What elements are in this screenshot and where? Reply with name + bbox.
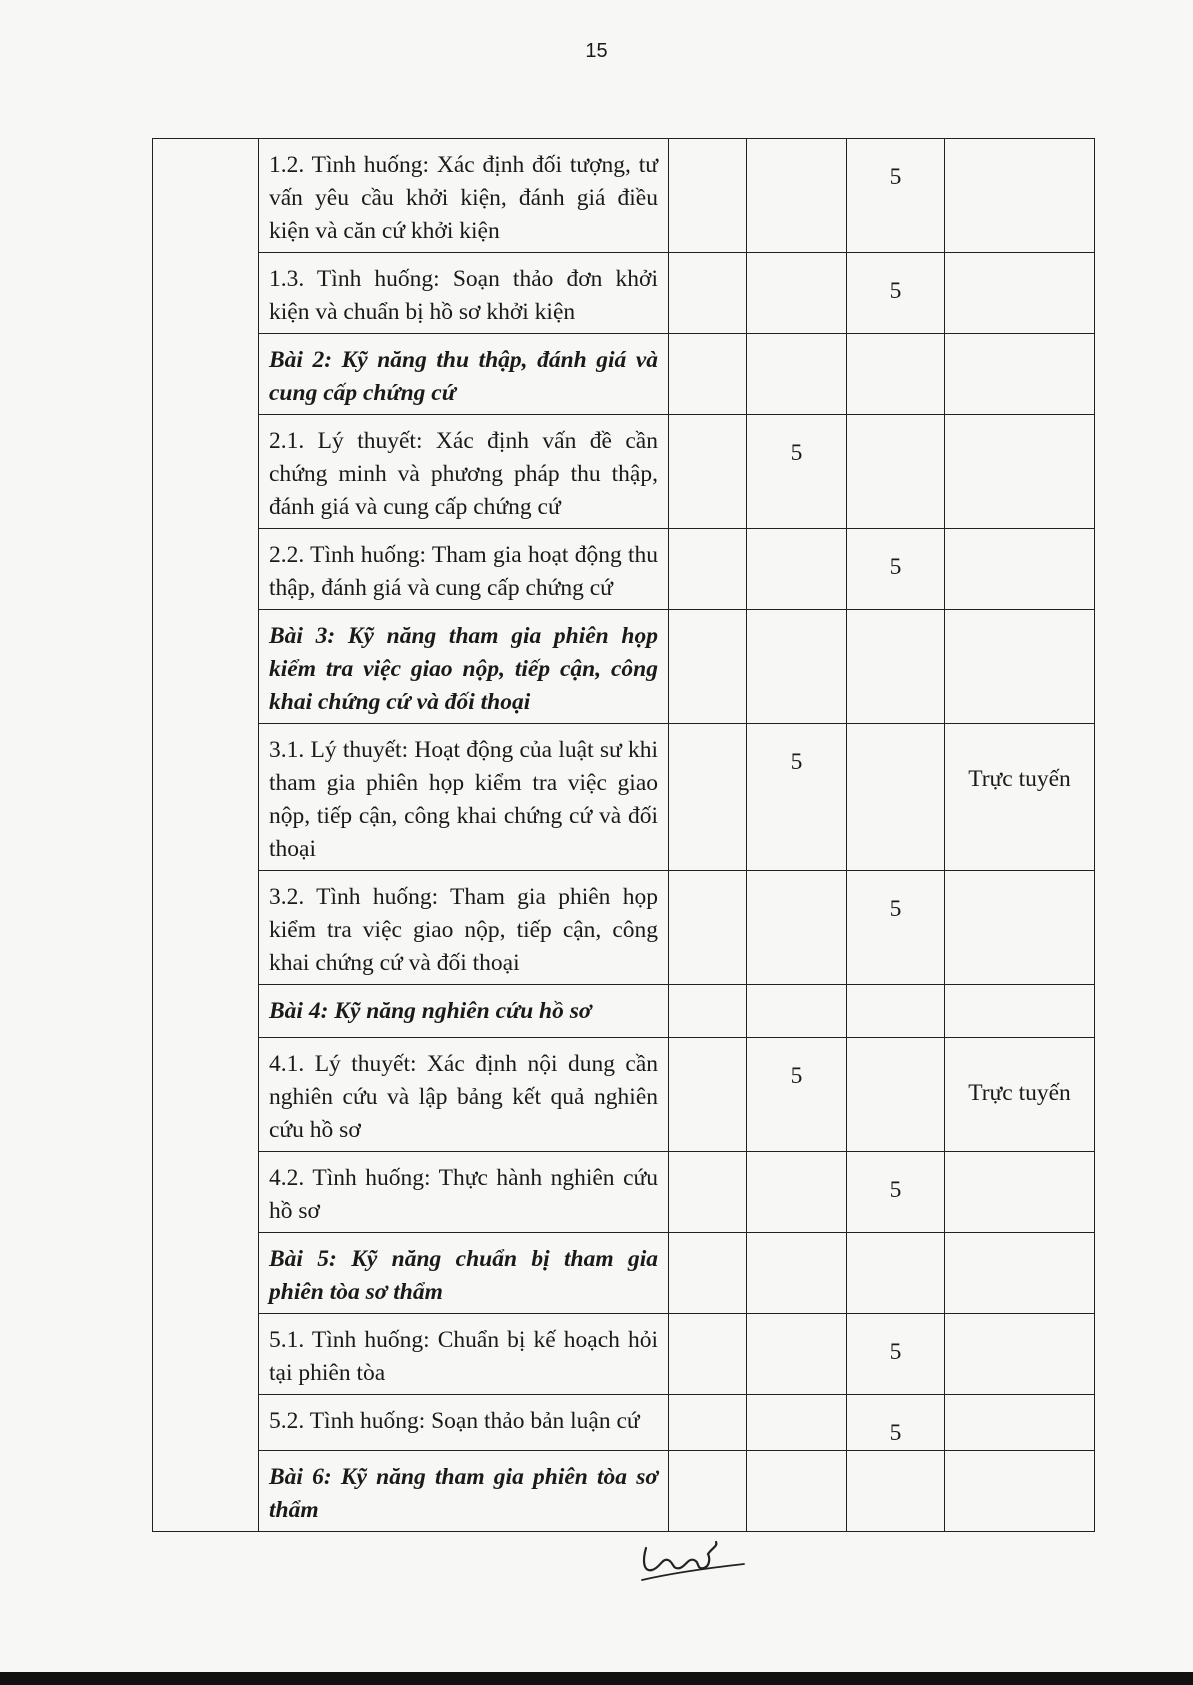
note-cell: Trực tuyến (945, 1038, 1095, 1152)
practice-hours-cell (847, 1038, 945, 1152)
page-number: 15 (585, 40, 608, 62)
note-cell (945, 610, 1095, 724)
practice-hours-cell (847, 610, 945, 724)
hours-cell (669, 1451, 747, 1532)
hours-cell (669, 334, 747, 415)
practice-hours-cell: 5 (847, 253, 945, 334)
lesson-heading-row (153, 1451, 1095, 1532)
hours-cell (669, 1395, 747, 1451)
note-cell (945, 1233, 1095, 1314)
table-row (153, 415, 1095, 529)
note-cell (945, 529, 1095, 610)
theory-hours-cell (747, 139, 847, 253)
practice-hours-cell: 5 (847, 139, 945, 253)
practice-hours-cell (847, 334, 945, 415)
section-cell (153, 139, 259, 1532)
content-cell: 1.2. Tình huống: Xác định đối tượng, tư vấn yêu cầu khởi kiện, đánh giá điều kiện và căn cứ khởi kiện (259, 139, 669, 253)
content-cell: 3.1. Lý thuyết: Hoạt động của luật sư khi tham gia phiên họp kiểm tra việc giao nộp, tiếp cận, công khai chứng cứ và đối thoại (259, 724, 669, 871)
hours-cell (669, 529, 747, 610)
content-cell: 1.3. Tình huống: Soạn thảo đơn khởi kiện và chuẩn bị hồ sơ khởi kiện (259, 253, 669, 334)
content-cell: Bài 3: Kỹ năng tham gia phiên họp kiểm tra việc giao nộp, tiếp cận, công khai chứng cứ và đối thoại (259, 610, 669, 724)
content-cell: Bài 4: Kỹ năng nghiên cứu hồ sơ (259, 985, 669, 1038)
practice-hours-cell: 5 (847, 1395, 945, 1451)
note-cell (945, 871, 1095, 985)
theory-hours-cell (747, 1233, 847, 1314)
theory-hours-cell: 5 (747, 1038, 847, 1152)
lesson-heading-row (153, 1233, 1095, 1314)
note-cell (945, 1451, 1095, 1532)
theory-hours-cell (747, 334, 847, 415)
table-row (153, 1152, 1095, 1233)
theory-hours-cell (747, 1451, 847, 1532)
lesson-heading-row (153, 334, 1095, 415)
table-row (153, 1395, 1095, 1451)
content-cell: 5.1. Tình huống: Chuẩn bị kế hoạch hỏi tại phiên tòa (259, 1314, 669, 1395)
practice-hours-cell: 5 (847, 871, 945, 985)
theory-hours-cell: 5 (747, 724, 847, 871)
content-cell: 2.2. Tình huống: Tham gia hoạt động thu thập, đánh giá và cung cấp chứng cứ (259, 529, 669, 610)
table-row (153, 139, 1095, 253)
content-cell: 3.2. Tình huống: Tham gia phiên họp kiểm tra việc giao nộp, tiếp cận, công khai chứng cứ và đối thoại (259, 871, 669, 985)
signature (638, 1528, 748, 1588)
note-cell (945, 1395, 1095, 1451)
practice-hours-cell (847, 415, 945, 529)
practice-hours-cell (847, 1233, 945, 1314)
practice-hours-cell (847, 1451, 945, 1532)
content-cell: 4.1. Lý thuyết: Xác định nội dung cần nghiên cứu và lập bảng kết quả nghiên cứu hồ sơ (259, 1038, 669, 1152)
note-cell: Trực tuyến (945, 724, 1095, 871)
lesson-heading-row (153, 985, 1095, 1038)
content-cell: 4.2. Tình huống: Thực hành nghiên cứu hồ sơ (259, 1152, 669, 1233)
note-cell (945, 1314, 1095, 1395)
content-cell: Bài 6: Kỹ năng tham gia phiên tòa sơ thẩm (259, 1451, 669, 1532)
theory-hours-cell (747, 610, 847, 724)
note-cell (945, 334, 1095, 415)
table-body (153, 139, 1095, 1532)
table-row (153, 1038, 1095, 1152)
note-cell (945, 253, 1095, 334)
note-cell (945, 985, 1095, 1038)
content-cell: 5.2. Tình huống: Soạn thảo bản luận cứ (259, 1395, 669, 1451)
table-row (153, 1314, 1095, 1395)
table-row (153, 529, 1095, 610)
note-cell (945, 139, 1095, 253)
hours-cell (669, 985, 747, 1038)
scan-edge (0, 1672, 1193, 1685)
hours-cell (669, 139, 747, 253)
curriculum-table (152, 138, 1095, 1532)
theory-hours-cell (747, 1152, 847, 1233)
content-cell: Bài 5: Kỹ năng chuẩn bị tham gia phiên tòa sơ thẩm (259, 1233, 669, 1314)
theory-hours-cell (747, 871, 847, 985)
note-cell (945, 1152, 1095, 1233)
theory-hours-cell (747, 985, 847, 1038)
hours-cell (669, 1038, 747, 1152)
hours-cell (669, 1314, 747, 1395)
table-row (153, 253, 1095, 334)
hours-cell (669, 1152, 747, 1233)
practice-hours-cell: 5 (847, 529, 945, 610)
table-row (153, 724, 1095, 871)
content-cell: 2.1. Lý thuyết: Xác định vấn đề cần chứng minh và phương pháp thu thập, đánh giá và cung cấp chứng cứ (259, 415, 669, 529)
theory-hours-cell (747, 1395, 847, 1451)
note-cell (945, 415, 1095, 529)
lesson-heading-row (153, 610, 1095, 724)
hours-cell (669, 1233, 747, 1314)
hours-cell (669, 610, 747, 724)
hours-cell (669, 871, 747, 985)
hours-cell (669, 415, 747, 529)
practice-hours-cell (847, 724, 945, 871)
theory-hours-cell (747, 1314, 847, 1395)
hours-cell (669, 724, 747, 871)
theory-hours-cell (747, 529, 847, 610)
theory-hours-cell: 5 (747, 415, 847, 529)
theory-hours-cell (747, 253, 847, 334)
practice-hours-cell (847, 985, 945, 1038)
practice-hours-cell: 5 (847, 1152, 945, 1233)
content-cell: Bài 2: Kỹ năng thu thập, đánh giá và cung cấp chứng cứ (259, 334, 669, 415)
hours-cell (669, 253, 747, 334)
table-row (153, 871, 1095, 985)
practice-hours-cell: 5 (847, 1314, 945, 1395)
